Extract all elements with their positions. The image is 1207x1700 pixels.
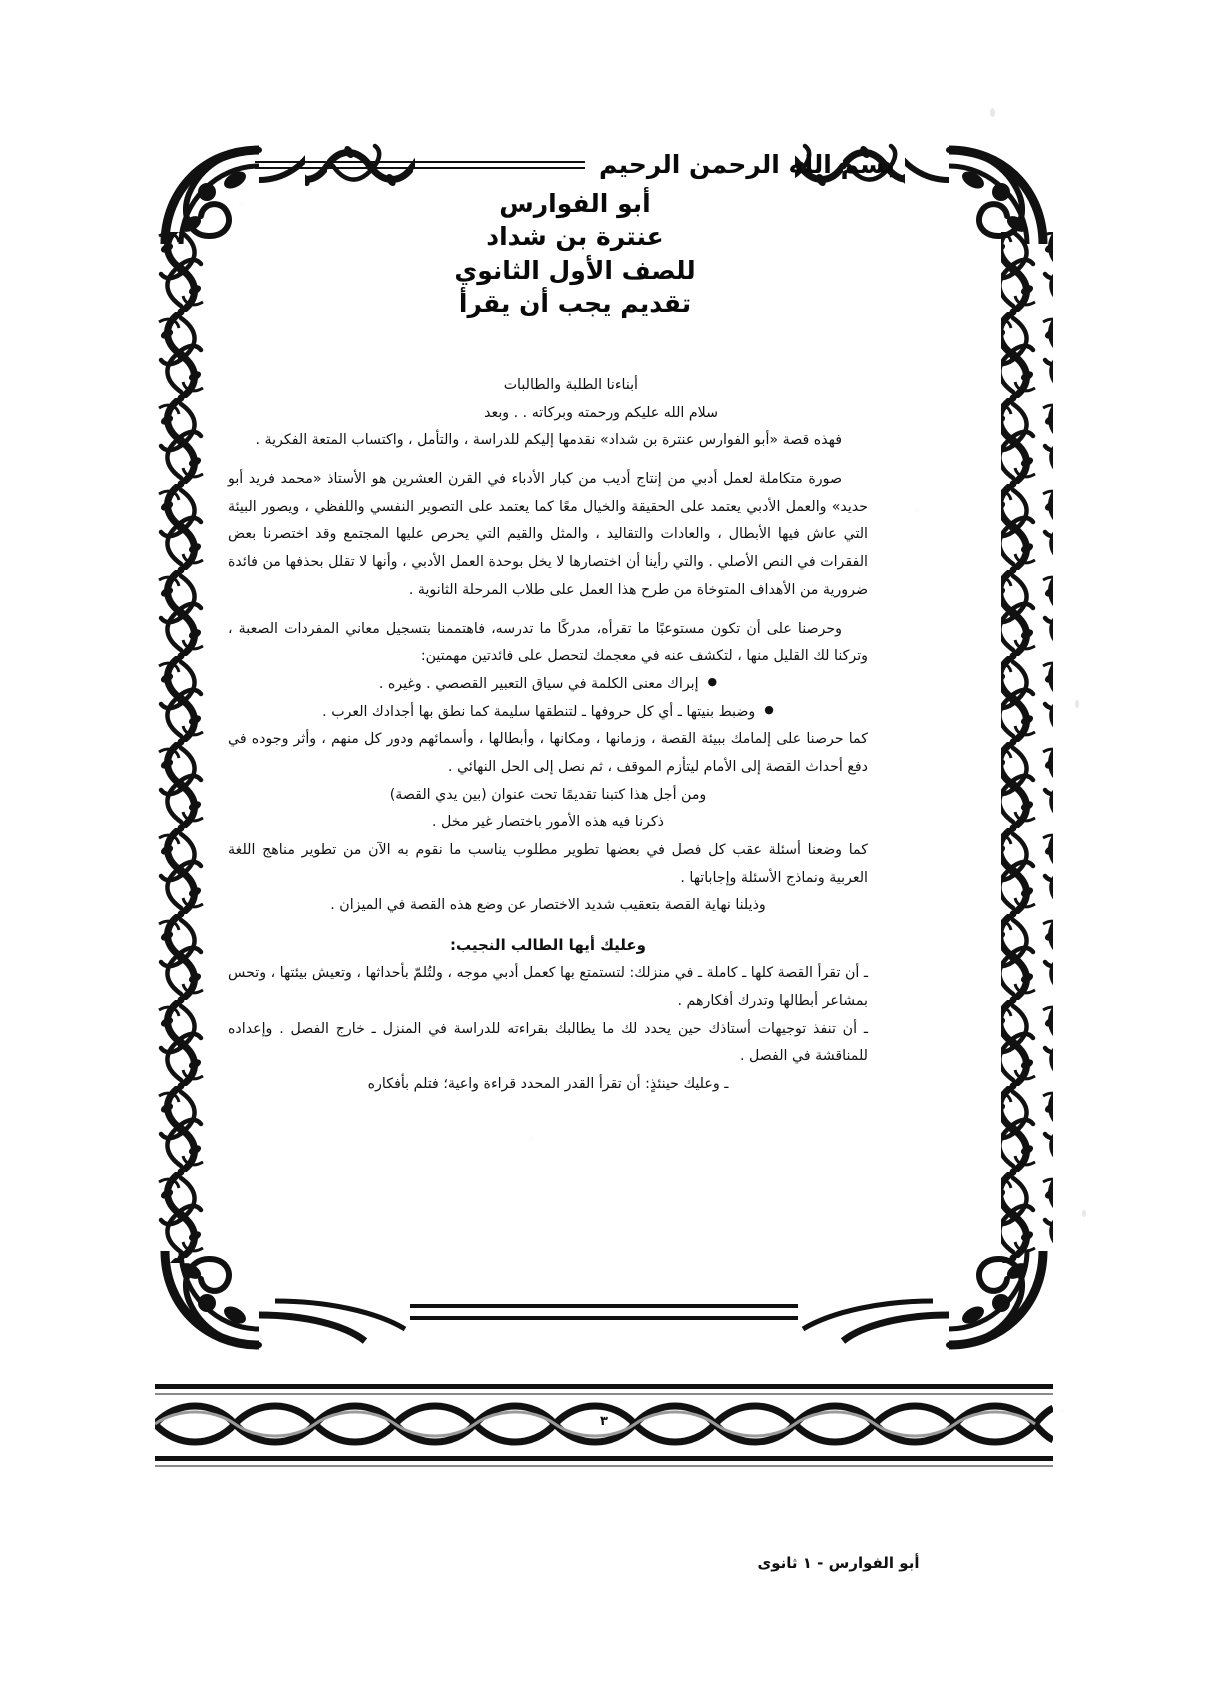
basmala-text: بسم الله الرحمن الرحيم <box>599 150 895 179</box>
list-item <box>228 671 868 699</box>
footer-ornament-band <box>155 1378 1053 1488</box>
paragraph-5: ومن أجل هذا كتبنا تقديمًا تحت عنوان (بين يدي القصة) <box>389 786 707 803</box>
paragraph-2: صورة متكاملة لعمل أدبي من إنتاج أديب من كبار الأدباء في القرن العشرين هو الأستاذ «محمد فريد أبو حديد» والعمل الأدبي يعتمد على الحقيقة والخيال معًا كما يعتمد على التصوير النفسي واللفظي ، ويصور البيئة التي عاش فيها الأبطال ، والعادات والتقاليد ، والمثل والقيم التي يحرص عليها المجتمع وقد اختصرنا بعض الفقرات في النص الأصلي . والتي رأينا أن اختصارها لا يخل بوحدة العمل الأدبي ، وأنها لا تقلل بحذفها من فائدة ضرورية من الأهداف المتوخاة من طرح هذا العمل على طلاب المرحلة الثانوية . <box>228 471 868 598</box>
paragraph-8: وذيلنا نهاية القصة بتعقيب شديد الاختصار عن وضع هذه القصة في الميزان . <box>330 897 766 914</box>
instruction-item-1: ـ أن تقرأ القصة كلها ـ كاملة ـ في منزلك: لتستمتع بها كعمل أدبي موجه ، ولتُلمّ بأحداثها ، وتعيش بيئتها ، وتحس بمشاعر أبطالها وتدرك أفكارهم . <box>228 965 868 1009</box>
list-item <box>228 699 868 727</box>
paragraph-7: كما وضعنا أسئلة عقب كل فصل في بعضها تطوير مطلوب يناسب ما نقوم به الآن من تطوير مناهج اللغة العربية ونماذج الأسئلة وإجاباتها . <box>228 842 868 886</box>
paragraph-spacer <box>228 920 868 931</box>
scan-speck <box>1082 1210 1086 1217</box>
salutation-line-2: سلام الله عليكم ورحمته وبركاته . . وبعد <box>484 404 718 421</box>
footer-label: أبو الفوارس - ١ ثانوى <box>757 1554 920 1572</box>
section-title: تقديم يجب أن يقرأ <box>458 288 692 318</box>
bullet-text-1: إبراك معنى الكلمة في سياق التعبير القصصي . وغيره . <box>378 675 699 692</box>
body-text <box>228 372 868 1099</box>
student-instructions-heading: وعليك أيها الطالب النجيب: <box>450 936 646 955</box>
basmala-row <box>255 150 895 179</box>
chain-band-graphic <box>155 1378 1053 1488</box>
bullet-text-2: وضبط بنيتها ـ أي كل حروفها ـ لتنطقها سليمة كما نطق بها أجدادك العرب . <box>322 703 756 720</box>
header-double-rule <box>255 161 585 170</box>
scan-speck <box>990 108 995 117</box>
paragraph-spacer <box>228 455 868 466</box>
paragraph-4: كما حرصنا على إلمامك ببيئة القصة ، وزمانها ، ومكانها ، وأبطالها ، وأسمائهم ودور كل منهم ، وأثر وجوده في دفع أحداث القصة إلى الأمام ليتأزم الموقف ، ثم نصل إلى الحل النهائي . <box>228 731 868 775</box>
benefits-list <box>228 671 868 726</box>
instruction-item-2: ـ أن تنفذ توجيهات أستاذك حين يحدد لك ما يطالبك بقراءته للدراسة في المنزل ـ خارج الفصل . وإعداده للمناقشة في الفصل . <box>228 1020 868 1065</box>
salutation-line-1: أبناءنا الطلبة والطالبات <box>503 377 638 393</box>
bullet-dot-icon: ● <box>764 702 774 716</box>
title-header <box>255 150 895 320</box>
book-title: أبو الفوارس <box>499 189 651 218</box>
running-footer <box>0 1553 1207 1572</box>
title-lines <box>255 187 895 320</box>
paragraph-6: ذكرنا فيه هذه الأمور باختصار غير مخل . <box>432 814 664 831</box>
paragraph-1: فهذه قصة «أبو الفوارس عنترة بن شداد» نقدمها إليكم للدراسة ، والتأمل ، واكتساب المتعة الفكرية . <box>255 432 842 449</box>
scan-speck <box>1075 700 1079 708</box>
instruction-item-3: ـ وعليك حينئذٍ: أن تقرأ القدر المحدد قراءة واعية؛ فتلم بأفكاره <box>367 1076 729 1093</box>
grade-level: للصف الأول الثانوي <box>454 255 696 285</box>
paragraph-spacer <box>228 605 868 616</box>
book-subtitle: عنترة بن شداد <box>486 222 664 252</box>
paragraph-3: وحرصنا على أن تكون مستوعبًا ما تقرأه، مدركًا ما تدرسه، فاهتممنا بتسجيل معاني المفردات الصعبة ، وتركنا لك القليل منها ، لتكشف عنه في معجمك لتحصل على فائدتين مهمتين: <box>228 620 868 665</box>
bullet-dot-icon: ● <box>707 674 718 688</box>
page-number: ٣ <box>600 1414 608 1429</box>
